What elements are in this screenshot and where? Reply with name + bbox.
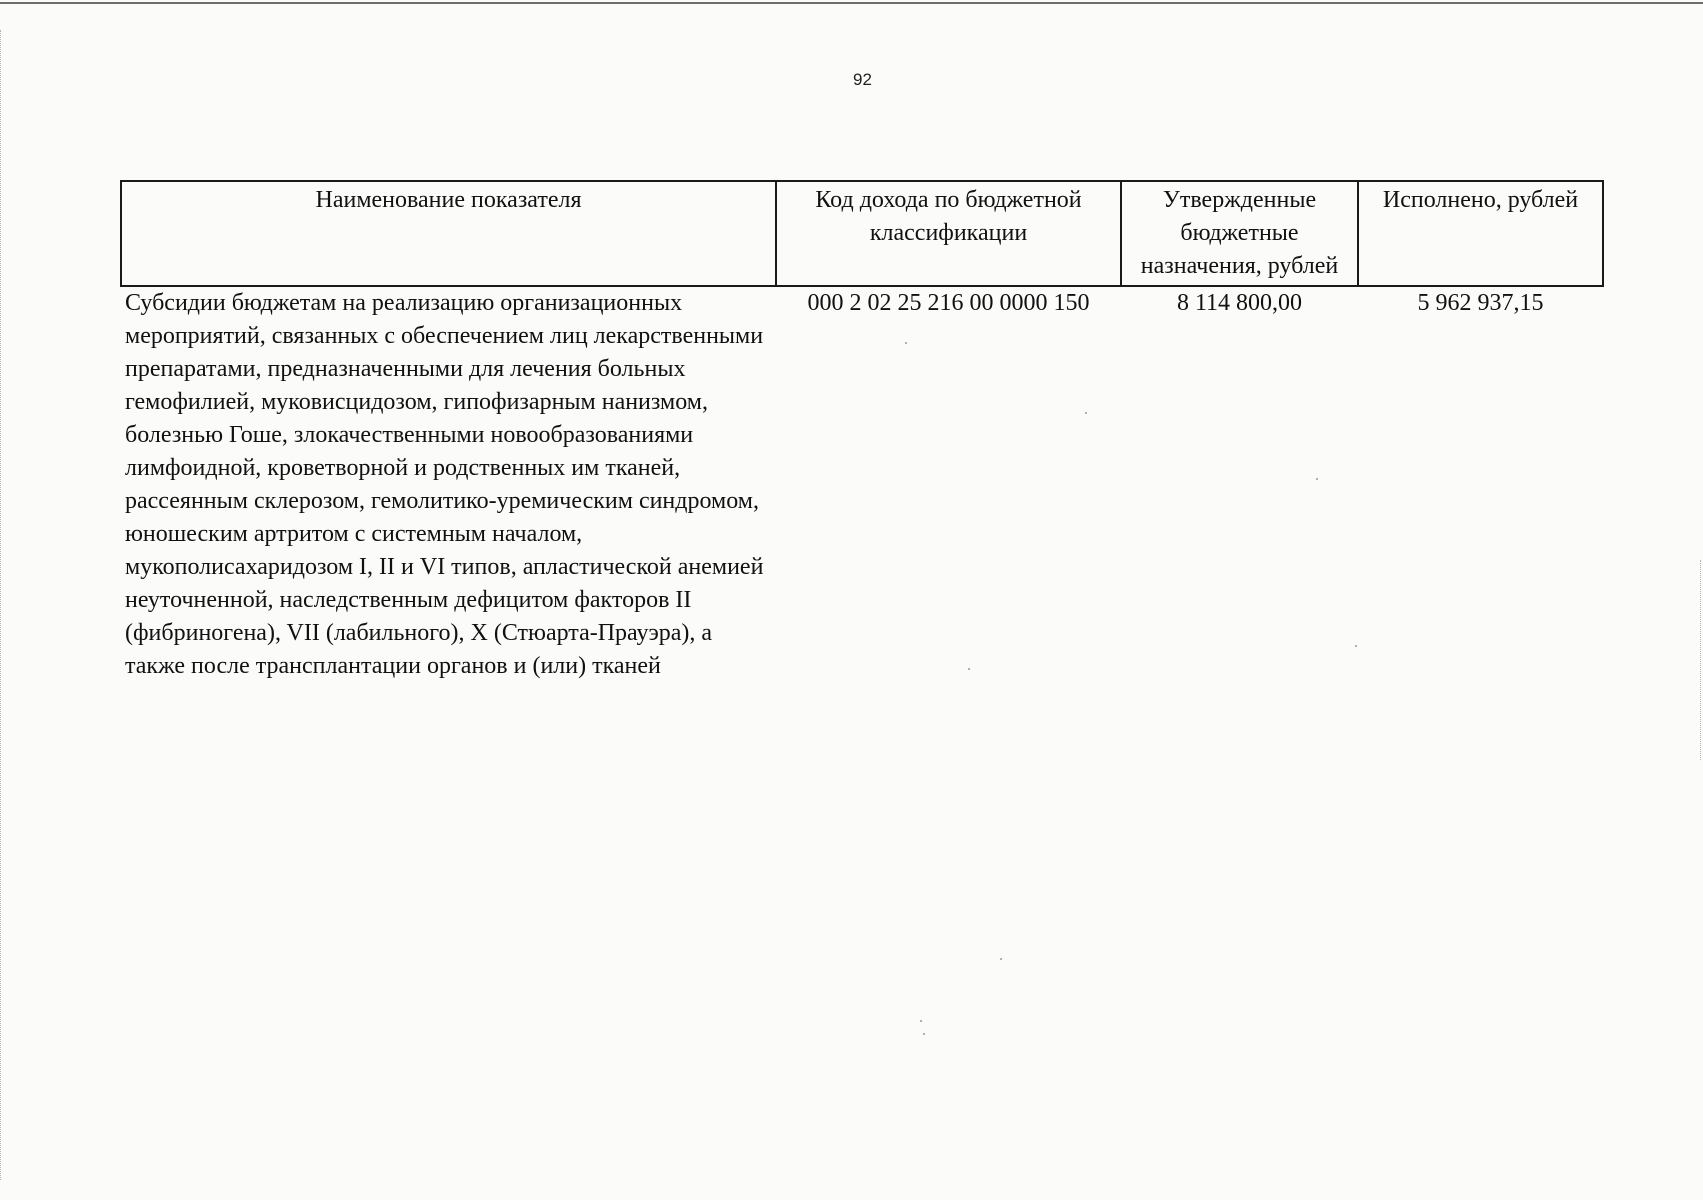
cell-income-code: 000 2 02 25 216 00 0000 150 [807, 290, 1090, 316]
scan-speck [1000, 958, 1002, 960]
cell-approved: 8 114 800,00 [1176, 290, 1303, 316]
scan-speck [923, 1033, 925, 1035]
scan-speck [1355, 645, 1357, 647]
scan-left-edge [0, 30, 4, 1180]
budget-table [120, 180, 1604, 683]
header-indicator-name: Наименование показателя [121, 181, 776, 286]
scan-speck [905, 342, 907, 344]
cell-executed: 5 962 937,15 [1417, 290, 1544, 316]
scan-top-edge [0, 2, 1703, 4]
scan-speck [1085, 412, 1087, 414]
header-approved: Утвержденные бюджетные назначения, рублей [1121, 181, 1358, 286]
scan-right-edge [1697, 560, 1701, 760]
table-header-row [121, 181, 1603, 286]
cell-indicator-name: Субсидии бюджетам на реализацию организационных мероприятий, связанных с обеспечением лиц лекарственными препаратами, предназначенными для лечения больных гемофилией, муковисцидозом, гипофизарным нанизмом, болезнью Гоше, злокачественными новообразованиями лимфоидной, кроветворной и родственных им тканей, рассеянным склерозом, гемолитико-уремическим синдромом, юношеским артритом с системным началом, мукополисахаридозом I, II и VI типов, апластической анемией неуточненной, наследственным дефицитом факторов II (фибриногена), VII (лабильного), X (Стюарта-Прауэра), а также после трансплантации органов и (или) тканей [125, 290, 764, 679]
scan-speck [1316, 478, 1318, 480]
header-income-code: Код дохода по бюджетной классификации [776, 181, 1121, 286]
table-row [121, 286, 1603, 683]
scan-speck [920, 1020, 922, 1022]
page-number: 92 [853, 70, 872, 89]
header-executed: Исполнено, рублей [1358, 181, 1603, 286]
scan-speck [968, 668, 970, 670]
